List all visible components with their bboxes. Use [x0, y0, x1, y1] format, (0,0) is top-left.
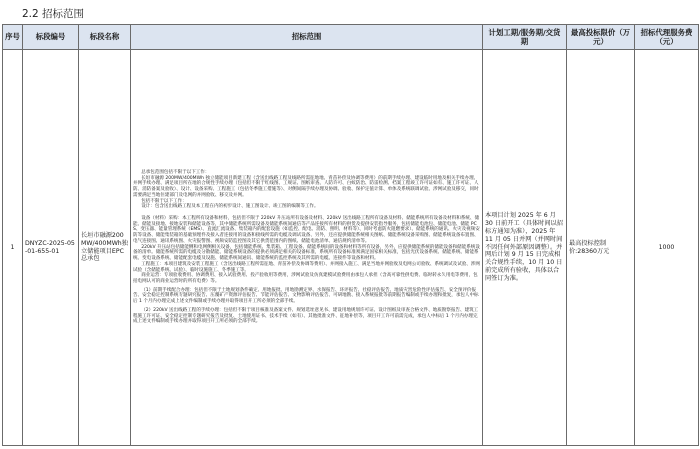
scope-paragraph: 长垣市融源 200MW/400MWh 独立储能项目新建工程（含送出线路工程及线路所需征地地、青苗补偿及协调等费用）的前期手续办理、建设临时用地及相关手续办理、并网手续办理、满足项目所在地的合规性手续办理（包括但不限于红线图、工规证、图纸审查、人防许可、白蚁防治、防雷检测、档案工程竣工许可证如有、施工许可证、人防、消防备案及验收）、设计、设备采购、工程施工（包括冬季施工措施等）、对侧间隔手续办理及协调、验收、保护定值计算、单体及系统联调试验、涉网试验及移交，同时需要满足当地住建部门及电网的并网验收、移交及并网。 — [133, 175, 479, 198]
scope-paragraph: （1）前期手续配合办理：包括但不限于土地规划条件确定、用地报批、用地勘测定界、水保报告、环评报告、社稳评估报告、地质灾害危险性评估报告、安全预评价报告、安全稳定控制系统专题研究报告、压覆矿产资源评估报告、节能评估报告、文物影响评估报告、可研地勘、接入系统报批等前期报告编制或手续办理和批复，承包人中标后 1 个月内办理完成上述文件编制或手续办理并取得项目开工所必须的全部手续。 — [133, 287, 479, 305]
header-price: 最高投标限价（万元） — [567, 25, 635, 50]
table-row — [3, 50, 699, 446]
header-name: 标段名称 — [79, 25, 131, 50]
scope-paragraph: 220kV 升压站包括储能侧和电网侧相关设备，包括储能系统、集装箱、工程设备、储能系统间的设备和材料等所有设备，另外，应提供储能系统的储能设备和储能系统设备的清单。储能系统所需的电缆及分散储能、储能系统设备的提供必须满足相关的设备标准，系统所有设备标准须满足国家相关标准，包括光伏设备系统、储能系统、储能系统、变电设备系统、储能配套电缆及设施、储能系统间通讯、储能系统的监控系统及其所需的电缆、连接件等设备和材料。 — [133, 244, 480, 262]
cell-price: 最高投标控制价:28360万元 — [567, 50, 635, 446]
cell-scope — [131, 50, 483, 446]
scope-text — [133, 170, 480, 325]
cell-name: 长垣市融源200MW/400MWh独立储能项目EPC总承包 — [79, 50, 131, 446]
header-fee: 招标代理服务费（元） — [635, 25, 699, 50]
header-seq: 序号 — [3, 25, 23, 50]
section-title: 2.2 招标范围 — [22, 8, 85, 20]
scope-paragraph: 商业运营：专项验收费用、协调费用、接入试验费用、投产验收用等费用，涉网试验及仿真建模试验费用由承包人承担（含高可靠性供电费、临时转永久用电等费用，包括电网认可的商业运营时的所有电费）等。 — [133, 273, 478, 284]
scope-paragraph: 设备（材料）采购：本工程所有设备和材料，包括但不限于 220kV 升压站所有设备及材料、220kV 送出线路工程所有设备及材料、储能系统所有设备及材料和系统、储能、储能及接地、接地安装和储能设备等，其中储能系统所需设备及储能系统间通信等产品连接所有材料的供货及提供安装指导服务，包括储能电池包、储能电池、储能 PCS、变压器、能量管理系统（EMS）、直流汇流设备、集装箱内的配套设施（如监控、配电、消防、照明、材料等）、同时考虑防火阻燃要求）、储能系统的通讯、火灾及视频安防等设备、储能集装箱的基础预埋件及接入者连接用的设备和接线所需的电缆及调试设备、另外，还应提供储能系统相关图纸、储能系统设备采购图、储能系统设备布置图、电气连接图、通讯系统图、火灾报警图、视频安防监控图及其它供货范围内的图纸、储能电池清单、通信规约清单等。 — [133, 216, 480, 244]
scope-paragraph: 工程施工：本项目建筑及安装工程施工（含送出线路工程所需征地、青苗补偿及协调等费用）、并网接入施工、满足当地并网验收及电网公司验收、系统调试及试验、涉网试验（含储能系统、试验）、临时设施施工、冬季施工等。 — [133, 261, 480, 273]
table-header-row — [3, 25, 699, 50]
cell-period: 本项目计划 2025 年 6 月 30 日前开工（具体时间以招标方通知为准），2025 年 11 月 05 日并网（并网时间不因任何外部原因调整）。并网后计划 9 月 15 日完成相关合规性手续，10 月 10 日前完成所有验收，具体以合同签订为准。 — [483, 50, 567, 446]
cell-code: DNYZC-2025-05-01-655-01 — [23, 50, 79, 446]
bid-scope-table — [2, 24, 699, 446]
scope-paragraph: 设计：包含送出线路工程及本工程在内的初步设计、施工图设计、竣工图的编制等工作。 — [141, 204, 319, 210]
scope-paragraph: 包括不限于以下工作： — [141, 198, 187, 204]
cell-fee: 1000 — [635, 50, 699, 446]
scope-paragraph: （2）220kV 送出线路工程的手续办理：包括但不限于项目核准及备案文件、规划选址意见书、建设用地规划许可证、设计图纸及审查合格文件、地质勘察报告、建筑工程施工许可证、安全稳定控制专题研究报告及批复、土地使用证书、技术手续（如有）、其他批准文件、征地补偿等，项目开工许可前需完成，承包人中标后 1 个月内办理完成上述文件编制或手续办理并取得项目开工所必须的全部手续。 — [133, 307, 479, 325]
scope-paragraph: 总承包范围包括不限于以下工作： — [141, 170, 210, 176]
header-code: 标段编号 — [23, 25, 79, 50]
header-period: 计划工期/服务期/交货期 — [483, 25, 567, 50]
cell-seq: 1 — [3, 50, 23, 446]
header-scope: 招标范围 — [131, 25, 483, 50]
